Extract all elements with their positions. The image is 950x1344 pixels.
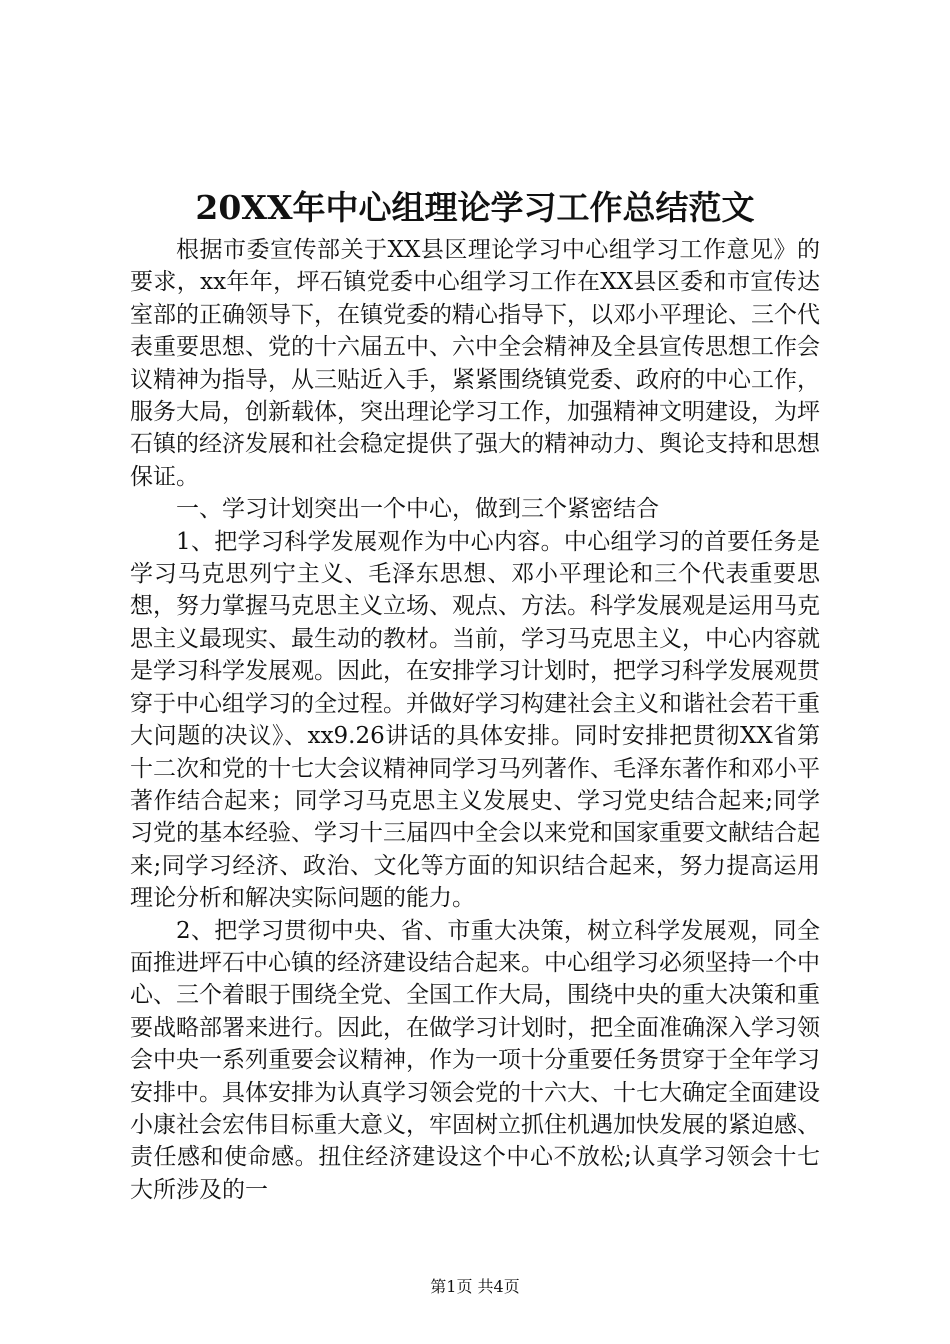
paragraph-item-2: 2、把学习贯彻中央、省、市重大决策，树立科学发展观，同全面推进坪石中心镇的经济建设结合起来。中心组学习必须坚持一个中心、三个着眼于围绕全党、全国工作大局，围绕中央的重大决策和重要战略部署来进行。因此，在做学习计划时，把全面准确深入学习领会中央一系列重要会议精神，作为一项十分重要任务贯穿于全年学习安排中。具体安排为认真学习领会党的十六大、十七大确定全面建设小康社会宏伟目标重大意义，牢固树立抓住机遇加快发展的紧迫感、责任感和使命感。扭住经济建设这个中心不放松;认真学习领会十七大所涉及的一: [130, 917, 820, 1203]
page-footer: 第1页 共4页: [430, 1277, 520, 1296]
document-title: 20XX年中心组理论学习工作总结范文: [195, 188, 755, 227]
paragraph-intro: 根据市委宣传部关于XX县区理论学习中心组学习工作意见》的要求，xx年年，坪石镇党委中心组学习工作在XX县区委和市宣传达室部的正确领导下，在镇党委的精心指导下，以邓小平理论、三个代表重要思想、党的十六届五中、六中全会精神及全县宣传思想工作会议精神为指导，从三贴近入手，紧紧围绕镇党委、政府的中心工作，服务大局，创新载体，突出理论学习工作，加强精神文明建设，为坪石镇的经济发展和社会稳定提供了强大的精神动力、舆论支持和思想保证。: [130, 237, 820, 490]
paragraph-item-1: 1、把学习科学发展观作为中心内容。中心组学习的首要任务是学习马克思列宁主义、毛泽东思想、邓小平理论和三个代表重要思想，努力掌握马克思主义立场、观点、方法。科学发展观是运用马克思主义最现实、最生动的教材。当前，学习马克思主义，中心内容就是学习科学发展观。因此，在安排学习计划时，把学习科学发展观贯穿于中心组学习的全过程。并做好学习构建社会主义和谐社会若干重大问题的决议》、xx9.26讲话的具体安排。同时安排把贯彻XX省第十二次和党的十七大会议精神同学习马列著作、毛泽东著作和邓小平著作结合起来；同学习马克思主义发展史、学习党史结合起来;同学习党的基本经验、学习十三届四中全会以来党和国家重要文献结合起来;同学习经济、政治、文化等方面的知识结合起来，努力提高运用理论分析和解决实际问题的能力。: [130, 528, 820, 912]
document-body: [130, 234, 820, 1206]
section-heading-1: 一、学习计划突出一个中心，做到三个紧密结合: [176, 496, 659, 523]
